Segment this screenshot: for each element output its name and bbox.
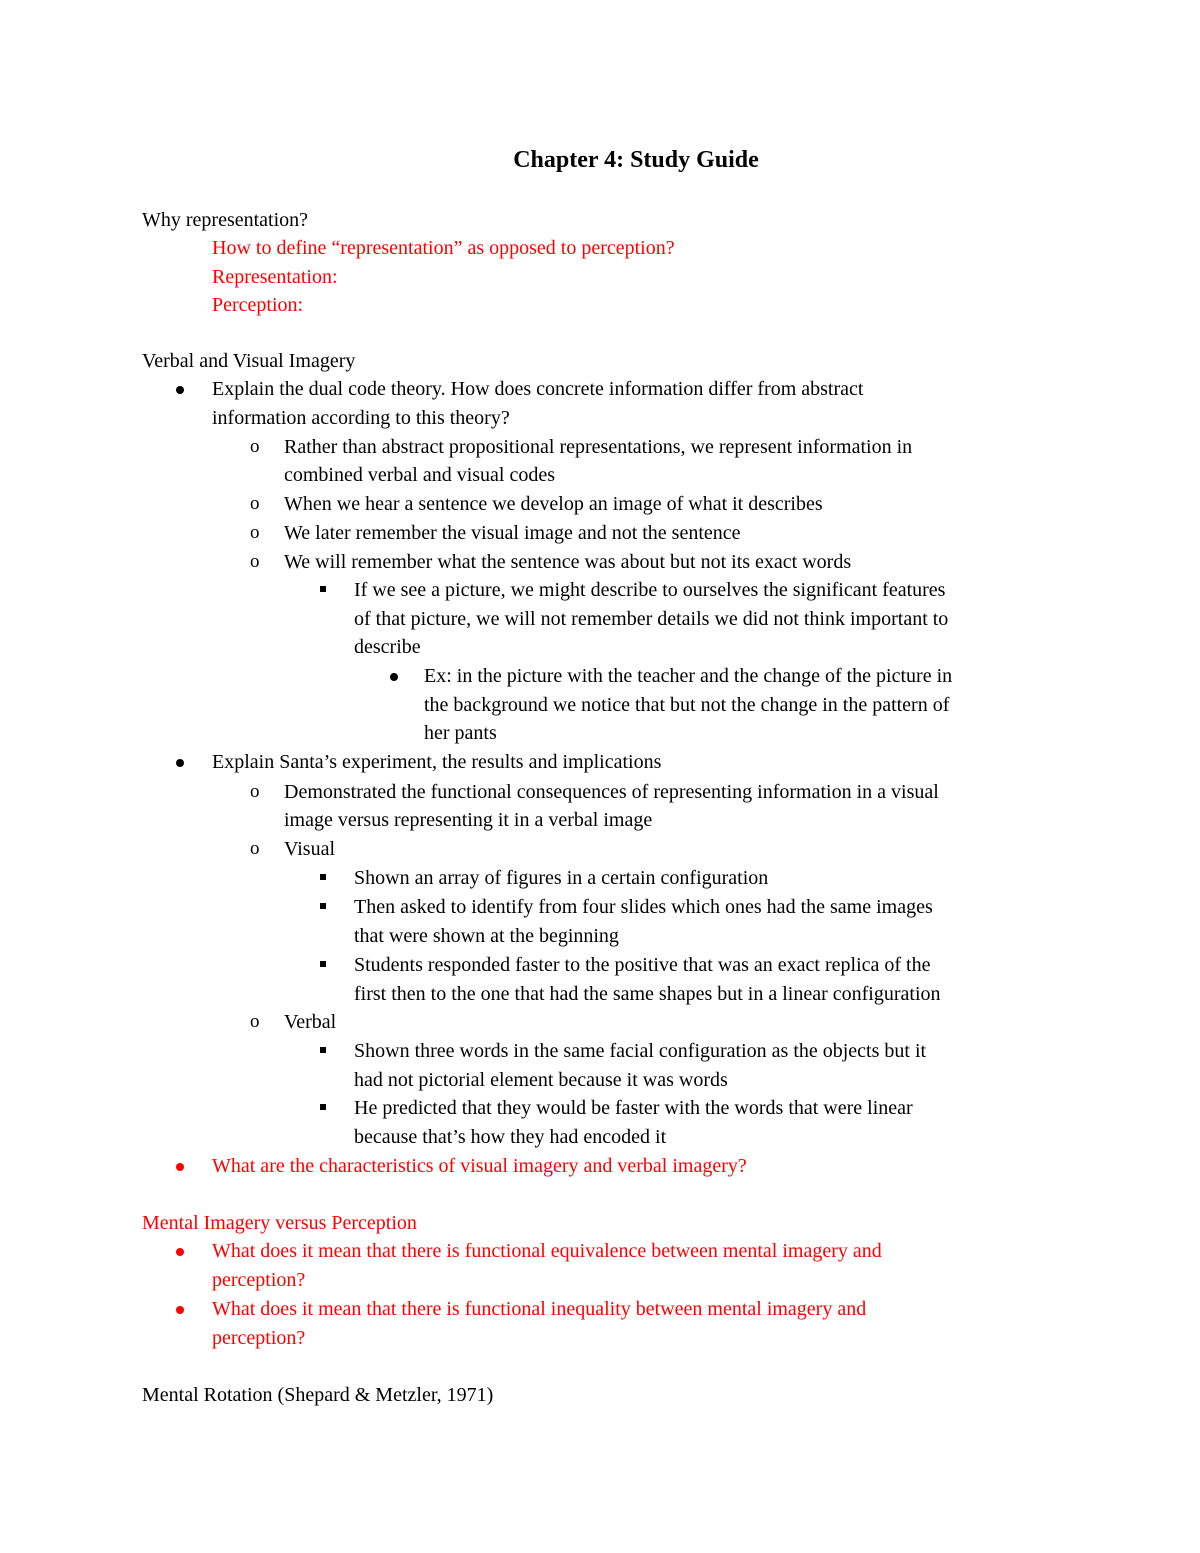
question-dual-code-line2: information according to this theory? xyxy=(212,407,510,429)
visual-item-line1: Students responded faster to the positive that was an exact replica of the xyxy=(354,954,931,976)
example-line3: her pants xyxy=(424,722,497,744)
section-heading-mental-imagery: Mental Imagery versus Perception xyxy=(142,1212,417,1234)
verbal-item-line1: Shown three words in the same facial configuration as the objects but it xyxy=(354,1040,927,1062)
hollow-circle-bullet-icon: o xyxy=(250,436,260,457)
hollow-circle-bullet-icon: o xyxy=(250,838,260,859)
hollow-circle-bullet-icon: o xyxy=(250,493,260,514)
square-bullet-icon xyxy=(320,1104,326,1110)
section-heading-mental-rotation: Mental Rotation (Shepard & Metzler, 1971) xyxy=(142,1384,494,1406)
hollow-circle-bullet-icon: o xyxy=(250,1011,260,1032)
square-bullet-icon xyxy=(320,1047,326,1053)
verbal-item-line2: because that’s how they had encoded it xyxy=(354,1126,667,1148)
visual-item-line1: Shown an array of figures in a certain configuration xyxy=(354,867,769,889)
bullet-icon xyxy=(176,1163,184,1171)
question-functional-inequality-line2: perception? xyxy=(212,1327,306,1349)
bullet-icon xyxy=(176,386,184,394)
hollow-circle-bullet-icon: o xyxy=(250,551,260,572)
verbal-item-line1: He predicted that they would be faster with the words that were linear xyxy=(354,1097,913,1119)
verbal-item-line2: had not pictorial element because it was words xyxy=(354,1069,728,1091)
question-santa-experiment: Explain Santa’s experiment, the results and implications xyxy=(212,751,662,773)
bullet-icon xyxy=(176,1248,184,1256)
sub-item-line1: We will remember what the sentence was about but not its exact words xyxy=(284,551,852,573)
visual-item-line1: Then asked to identify from four slides which ones had the same images xyxy=(354,896,933,918)
visual-item-line2: that were shown at the beginning xyxy=(354,925,619,947)
square-bullet-icon xyxy=(320,903,326,909)
hollow-circle-bullet-icon: o xyxy=(250,781,260,802)
bullet-icon xyxy=(390,673,398,681)
sub-item-line1: When we hear a sentence we develop an image of what it describes xyxy=(284,493,823,515)
question-imagery-characteristics: What are the characteristics of visual imagery and verbal imagery? xyxy=(212,1155,747,1177)
detail-line2: of that picture, we will not remember details we did not think important to xyxy=(354,608,949,630)
detail-line1: If we see a picture, we might describe to ourselves the significant features xyxy=(354,579,946,601)
demo-line2: image versus representing it in a verbal image xyxy=(284,809,653,831)
page-title: Chapter 4: Study Guide xyxy=(513,147,759,173)
visual-item-line2: first then to the one that had the same shapes but in a linear configuration xyxy=(354,983,941,1005)
hollow-circle-bullet-icon: o xyxy=(250,522,260,543)
square-bullet-icon xyxy=(320,961,326,967)
label-perception: Perception: xyxy=(212,294,304,316)
label-visual: Visual xyxy=(284,838,336,860)
label-representation: Representation: xyxy=(212,266,338,288)
sub-item-line1: Rather than abstract propositional representations, we represent information in xyxy=(284,436,913,458)
label-verbal: Verbal xyxy=(284,1011,337,1033)
question-functional-equivalence-line1: What does it mean that there is functional equivalence between mental imagery and xyxy=(212,1240,882,1262)
sub-item-line2: combined verbal and visual codes xyxy=(284,464,556,486)
section-heading-representation: Why representation? xyxy=(142,209,309,231)
bullet-icon xyxy=(176,759,184,767)
square-bullet-icon xyxy=(320,874,326,880)
example-line1: Ex: in the picture with the teacher and the change of the picture in xyxy=(424,665,953,687)
detail-line3: describe xyxy=(354,636,421,658)
question-dual-code-line1: Explain the dual code theory. How does concrete information differ from abstract xyxy=(212,378,864,400)
sub-item-line1: We later remember the visual image and not the sentence xyxy=(284,522,741,544)
bullet-icon xyxy=(176,1306,184,1314)
square-bullet-icon xyxy=(320,586,326,592)
example-line2: the background we notice that but not the change in the pattern of xyxy=(424,694,950,716)
question-functional-inequality-line1: What does it mean that there is functional inequality between mental imagery and xyxy=(212,1298,867,1320)
section-heading-verbal-visual: Verbal and Visual Imagery xyxy=(142,350,356,372)
demo-line1: Demonstrated the functional consequences of representing information in a visual xyxy=(284,781,939,803)
question-define-representation: How to define “representation” as opposed to perception? xyxy=(212,237,675,259)
question-functional-equivalence-line2: perception? xyxy=(212,1269,306,1291)
